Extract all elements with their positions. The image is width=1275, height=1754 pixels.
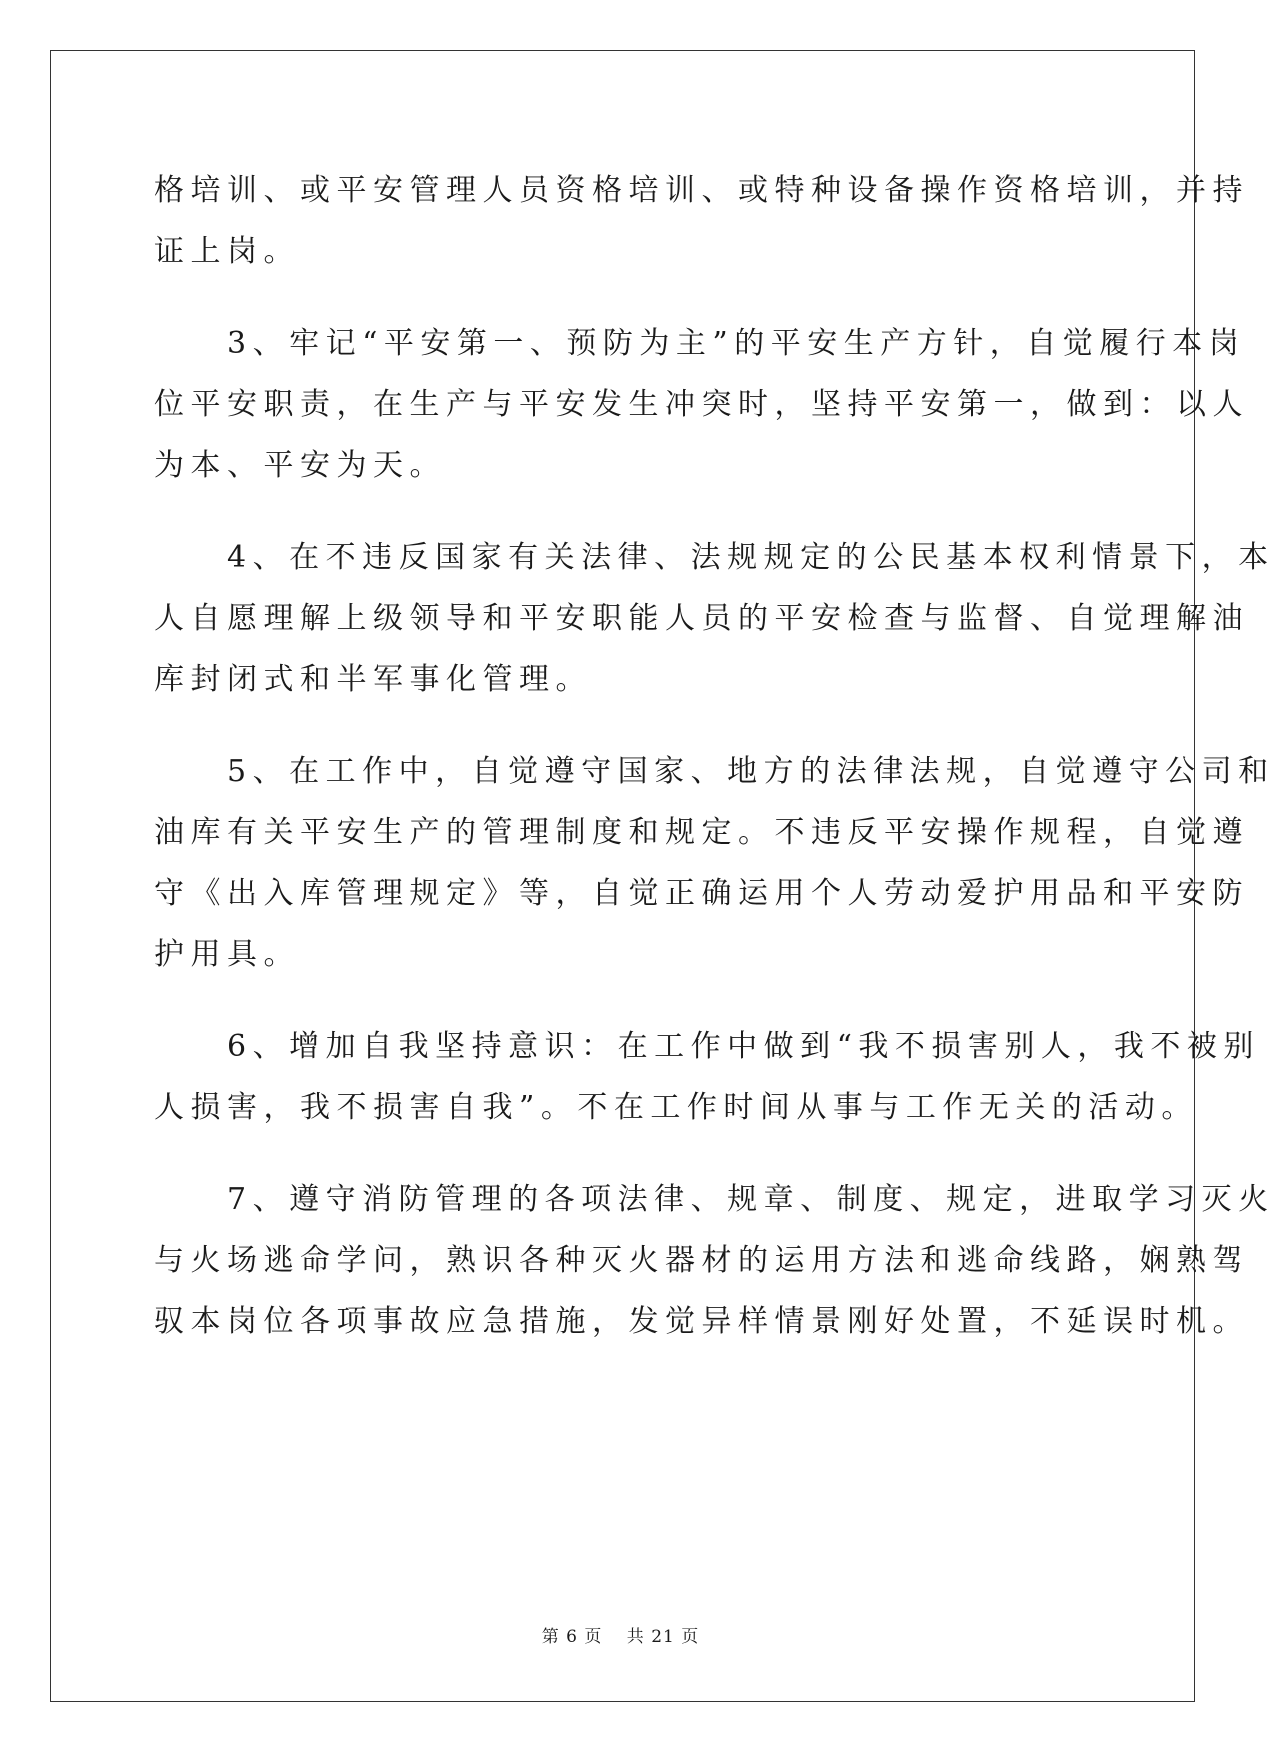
paragraph-item-7: [154, 1169, 1275, 1352]
text-line: 4、在不违反国家有关法律、法规规定的公民基本权利情景下，本: [154, 540, 1275, 575]
text-line: 护用具。: [154, 937, 300, 972]
paragraph-continuation: [154, 160, 1249, 282]
text-line: 位平安职责，在生产与平安发生冲突时，坚持平安第一，做到：以人: [154, 387, 1249, 422]
text-line: 人自愿理解上级领导和平安职能人员的平安检查与监督、自觉理解油: [154, 601, 1249, 636]
text-line: 5、在工作中，自觉遵守国家、地方的法律法规，自觉遵守公司和: [154, 754, 1275, 789]
paragraph-item-4: [154, 527, 1275, 710]
text-line: 人损害，我不损害自我”。不在工作时间从事与工作无关的活动。: [154, 1090, 1198, 1125]
text-line: 证上岗。: [154, 234, 300, 269]
text-line: 3、牢记“平安第一、预防为主”的平安生产方针，自觉履行本岗: [154, 326, 1246, 361]
text-line: 6、增加自我坚持意识：在工作中做到“我不损害别人，我不被别: [154, 1029, 1260, 1064]
page-number-footer: 第 6 页 共 21 页: [541, 1627, 700, 1647]
paragraph-item-6: [154, 1016, 1260, 1138]
text-line: 驭本岗位各项事故应急措施，发觉异样情景刚好处置，不延误时机。: [154, 1304, 1249, 1339]
document-body: [154, 160, 1275, 1352]
paragraph-item-3: [154, 313, 1249, 496]
text-line: 库封闭式和半军事化管理。: [154, 662, 592, 697]
text-line: 为本、平安为天。: [154, 448, 446, 483]
text-line: 守《出入库管理规定》等，自觉正确运用个人劳动爱护用品和平安防: [154, 876, 1249, 911]
text-line: 油库有关平安生产的管理制度和规定。不违反平安操作规程，自觉遵: [154, 815, 1249, 850]
text-line: 7、遵守消防管理的各项法律、规章、制度、规定，进取学习灭火: [154, 1182, 1275, 1217]
text-line: 与火场逃命学问，熟识各种灭火器材的运用方法和逃命线路，娴熟驾: [154, 1243, 1249, 1278]
paragraph-item-5: [154, 741, 1275, 985]
text-line: 格培训、或平安管理人员资格培训、或特种设备操作资格培训，并持: [154, 173, 1249, 208]
